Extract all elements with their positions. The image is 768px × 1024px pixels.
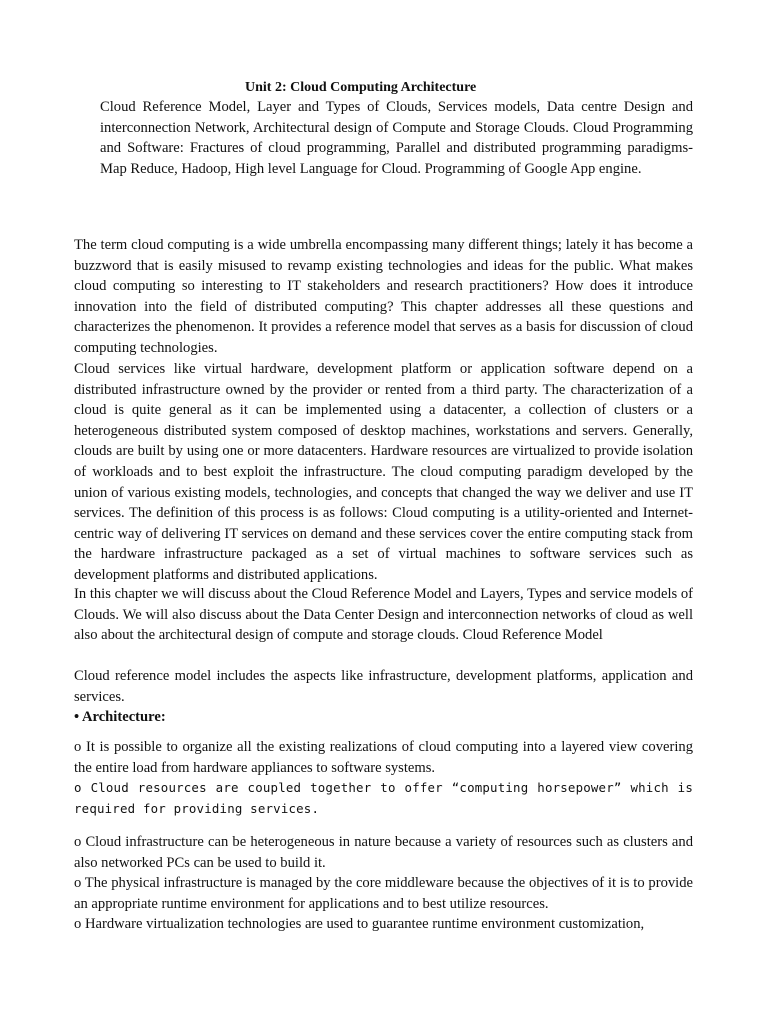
bullet-computing-horsepower: o Cloud resources are coupled together to offer “computing horsepower” which is required for providing services. [74,780,693,816]
paragraph-reference-model: Cloud reference model includes the aspects like infrastructure, development platforms, application and services. [74,668,693,705]
syllabus-paragraph: Cloud Reference Model, Layer and Types of Clouds, Services models, Data centre Design and interconnection Network, Architectural design of Compute and Storage Clouds. Cloud Programming and Software: Fractures of cloud programming, Parallel and distributed programming paradigms-Map Reduce, Hadoop, High level Language for Cloud. Programming of Google App engine. [100,99,693,177]
intro-paragraph [74,235,693,359]
bullet-item [74,737,693,778]
paragraph-chapter-overview: In this chapter we will discuss about the Cloud Reference Model and Layers, Types and service models of Clouds. We will also discuss about the Data Center Design and interconnection networks of cloud as well also about the architectural design of compute and storage clouds. Cloud Reference Model [74,586,693,644]
bullet-heterogeneous-infrastructure: o Cloud infrastructure can be heterogeneous in nature because a variety of resources such as clusters and also networked PCs can be used to build it. [74,834,693,871]
paragraph-intro: The term cloud computing is a wide umbrella encompassing many different things; lately it has become a buzzword that is easily misused to revamp existing technologies and ideas for the public. What makes cloud computing so interesting to IT stakeholders and research practitioners? How does it introduce innovation into the field of distributed computing? This chapter addresses all these questions and characterizes the phenomenon. It provides a reference model that serves as a basis for discussion of cloud computing technologies. [74,237,693,356]
bullet-hardware-virtualization: o Hardware virtualization technologies are used to guarantee runtime environment customization, [74,916,645,932]
page-title: Unit 2: Cloud Computing Architecture [245,80,477,95]
services-paragraph [74,359,693,586]
bullet-item [74,914,693,935]
reference-model-paragraph [74,666,693,707]
bullet-layered-view: o It is possible to organize all the existing realizations of cloud computing into a layered view covering the entire load from hardware appliances to software systems. [74,739,693,776]
architecture-heading: • Architecture: [74,709,166,725]
chapter-paragraph [74,584,693,646]
bullet-item [74,873,693,914]
bullet-core-middleware: o The physical infrastructure is managed by the core middleware because the objectives of it is to provide an appropriate runtime environment for applications and to best utilize resources. [74,875,693,912]
bullet-item [74,832,693,873]
paragraph-cloud-services: Cloud services like virtual hardware, development platform or application software depend on a distributed infrastructure owned by the provider or rented from a third party. The characterization of a cloud is quite general as it can be implemented using a datacenter, a collection of clusters or a heterogeneous distributed system composed of desktop machines, workstations and servers. Generally, clouds are built by using one or more datacenters. Hardware resources are virtualized to provide isolation of workloads and to best exploit the infrastructure. The cloud computing paradigm developed by the union of various existing models, technologies, and concepts that changed the way we deliver and use IT services. The definition of this process is as follows: Cloud computing is a utility-oriented and Internet-centric way of delivering IT services on demand and these services cover the entire computing stack from the hardware infrastructure packaged as a set of virtual machines to software services such as development platforms and distributed applications. [74,361,693,583]
bullet-item [74,778,693,819]
